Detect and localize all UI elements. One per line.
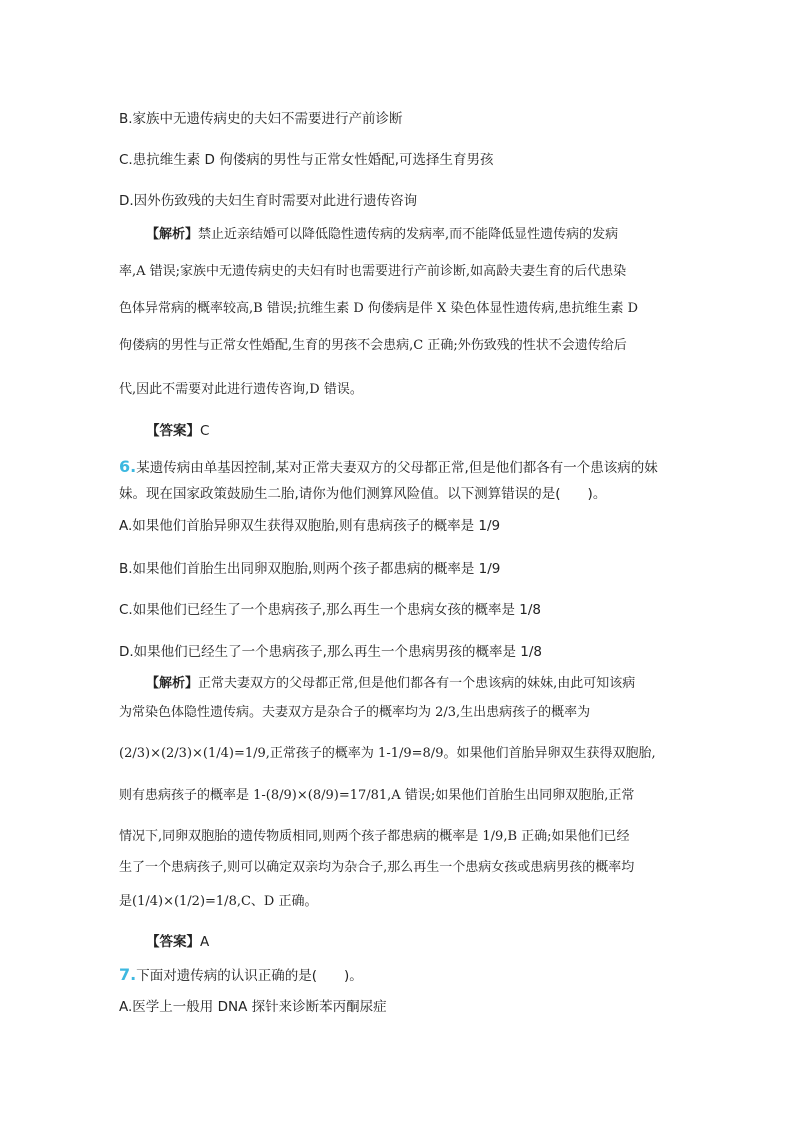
q5-explanation-text-1: 禁止近亲结婚可以降低隐性遗传病的发病率,而不能降低显性遗传病的发病 (198, 227, 619, 242)
q5-explanation-line-1 (146, 225, 618, 245)
q5-answer-label: 【答案】 (146, 423, 200, 439)
q5-option-b: B.家族中无遗传病史的夫妇不需要进行产前诊断 (119, 111, 403, 127)
q5-explanation-line-4: 佝偻病的男性与正常女性婚配,生育的男孩不会患病,C 正确;外伤致残的性状不会遗传给后 (119, 338, 627, 353)
q6-explanation-line-5: 情况下,同卵双胞胎的遗传物质相同,则两个孩子都患病的概率是 1/9,B 正确;如果他们已经 (119, 829, 630, 844)
q6-explanation-line-1 (146, 674, 635, 694)
q6-option-d: D.如果他们已经生了一个患病孩子,那么再生一个患病男孩的概率是 1/8 (119, 644, 542, 660)
q7-number: 7. (119, 965, 137, 984)
q5-answer (146, 421, 209, 441)
q6-explanation-label: 【解析】 (146, 676, 199, 691)
q6-answer-value: A (200, 934, 210, 950)
q6-answer (146, 932, 209, 952)
q6-option-a: A.如果他们首胎异卵双生获得双胞胎,则有患病孩子的概率是 1/9 (119, 518, 501, 534)
q6-explanation-line-4: 则有患病孩子的概率是 1-(8/9)×(8/9)=17/81,A 错误;如果他们首胎生出同卵双胞胎,正常 (119, 788, 635, 803)
q5-explanation-label: 【解析】 (146, 227, 199, 242)
q5-explanation-line-5: 代,因此不需要对此进行遗传咨询,D 错误。 (119, 382, 363, 397)
q6-option-b: B.如果他们首胎生出同卵双胞胎,则两个孩子都患病的概率是 1/9 (119, 561, 501, 577)
q6-number: 6. (119, 457, 137, 476)
q6-explanation-line-2: 为常染色体隐性遗传病。夫妻双方是杂合子的概率均为 2/3,生出患病孩子的概率为 (119, 705, 591, 720)
q5-explanation-line-3: 色体异常病的概率较高,B 错误;抗维生素 D 佝偻病是伴 X 染色体显性遗传病,患抗维生素 D (119, 301, 639, 316)
q6-explanation-line-3: (2/3)×(2/3)×(1/4)=1/9,正常孩子的概率为 1-1/9=8/9。如果他们首胎异卵双生获得双胞胎, (119, 746, 656, 761)
q5-option-d: D.因外伤致残的夫妇生育时需要对此进行遗传咨询 (119, 193, 418, 209)
q5-option-c: C.患抗维生素 D 佝偻病的男性与正常女性婚配,可选择生育男孩 (119, 152, 494, 168)
q6-stem-text-1: 某遗传病由单基因控制,某对正常夫妻双方的父母都正常,但是他们都各有一个患该病的妹 (136, 460, 658, 476)
q7-option-a: A.医学上一般用 DNA 探针来诊断苯丙酮尿症 (119, 999, 387, 1015)
q6-stem-line-2: 妹。现在国家政策鼓励生二胎,请你为他们测算风险值。以下测算错误的是( )。 (119, 486, 607, 502)
q5-answer-value: C (200, 423, 210, 439)
q7-stem (119, 965, 363, 986)
q7-stem-text: 下面对遗传病的认识正确的是( )。 (136, 968, 363, 984)
q6-explanation-text-1: 正常夫妻双方的父母都正常,但是他们都各有一个患该病的妹妹,由此可知该病 (198, 676, 636, 691)
q6-explanation-line-6: 生了一个患病孩子,则可以确定双亲均为杂合子,那么再生一个患病女孩或患病男孩的概率均 (119, 860, 635, 875)
q6-answer-label: 【答案】 (146, 934, 200, 950)
q5-explanation-line-2: 率,A 错误;家族中无遗传病史的夫妇有时也需要进行产前诊断,如高龄夫妻生育的后代患染 (119, 264, 627, 279)
q6-explanation-line-7: 是(1/4)×(1/2)=1/8,C、D 正确。 (119, 894, 318, 909)
q6-stem-line-1 (119, 457, 658, 478)
q6-option-c: C.如果他们已经生了一个患病孩子,那么再生一个患病女孩的概率是 1/8 (119, 602, 542, 618)
